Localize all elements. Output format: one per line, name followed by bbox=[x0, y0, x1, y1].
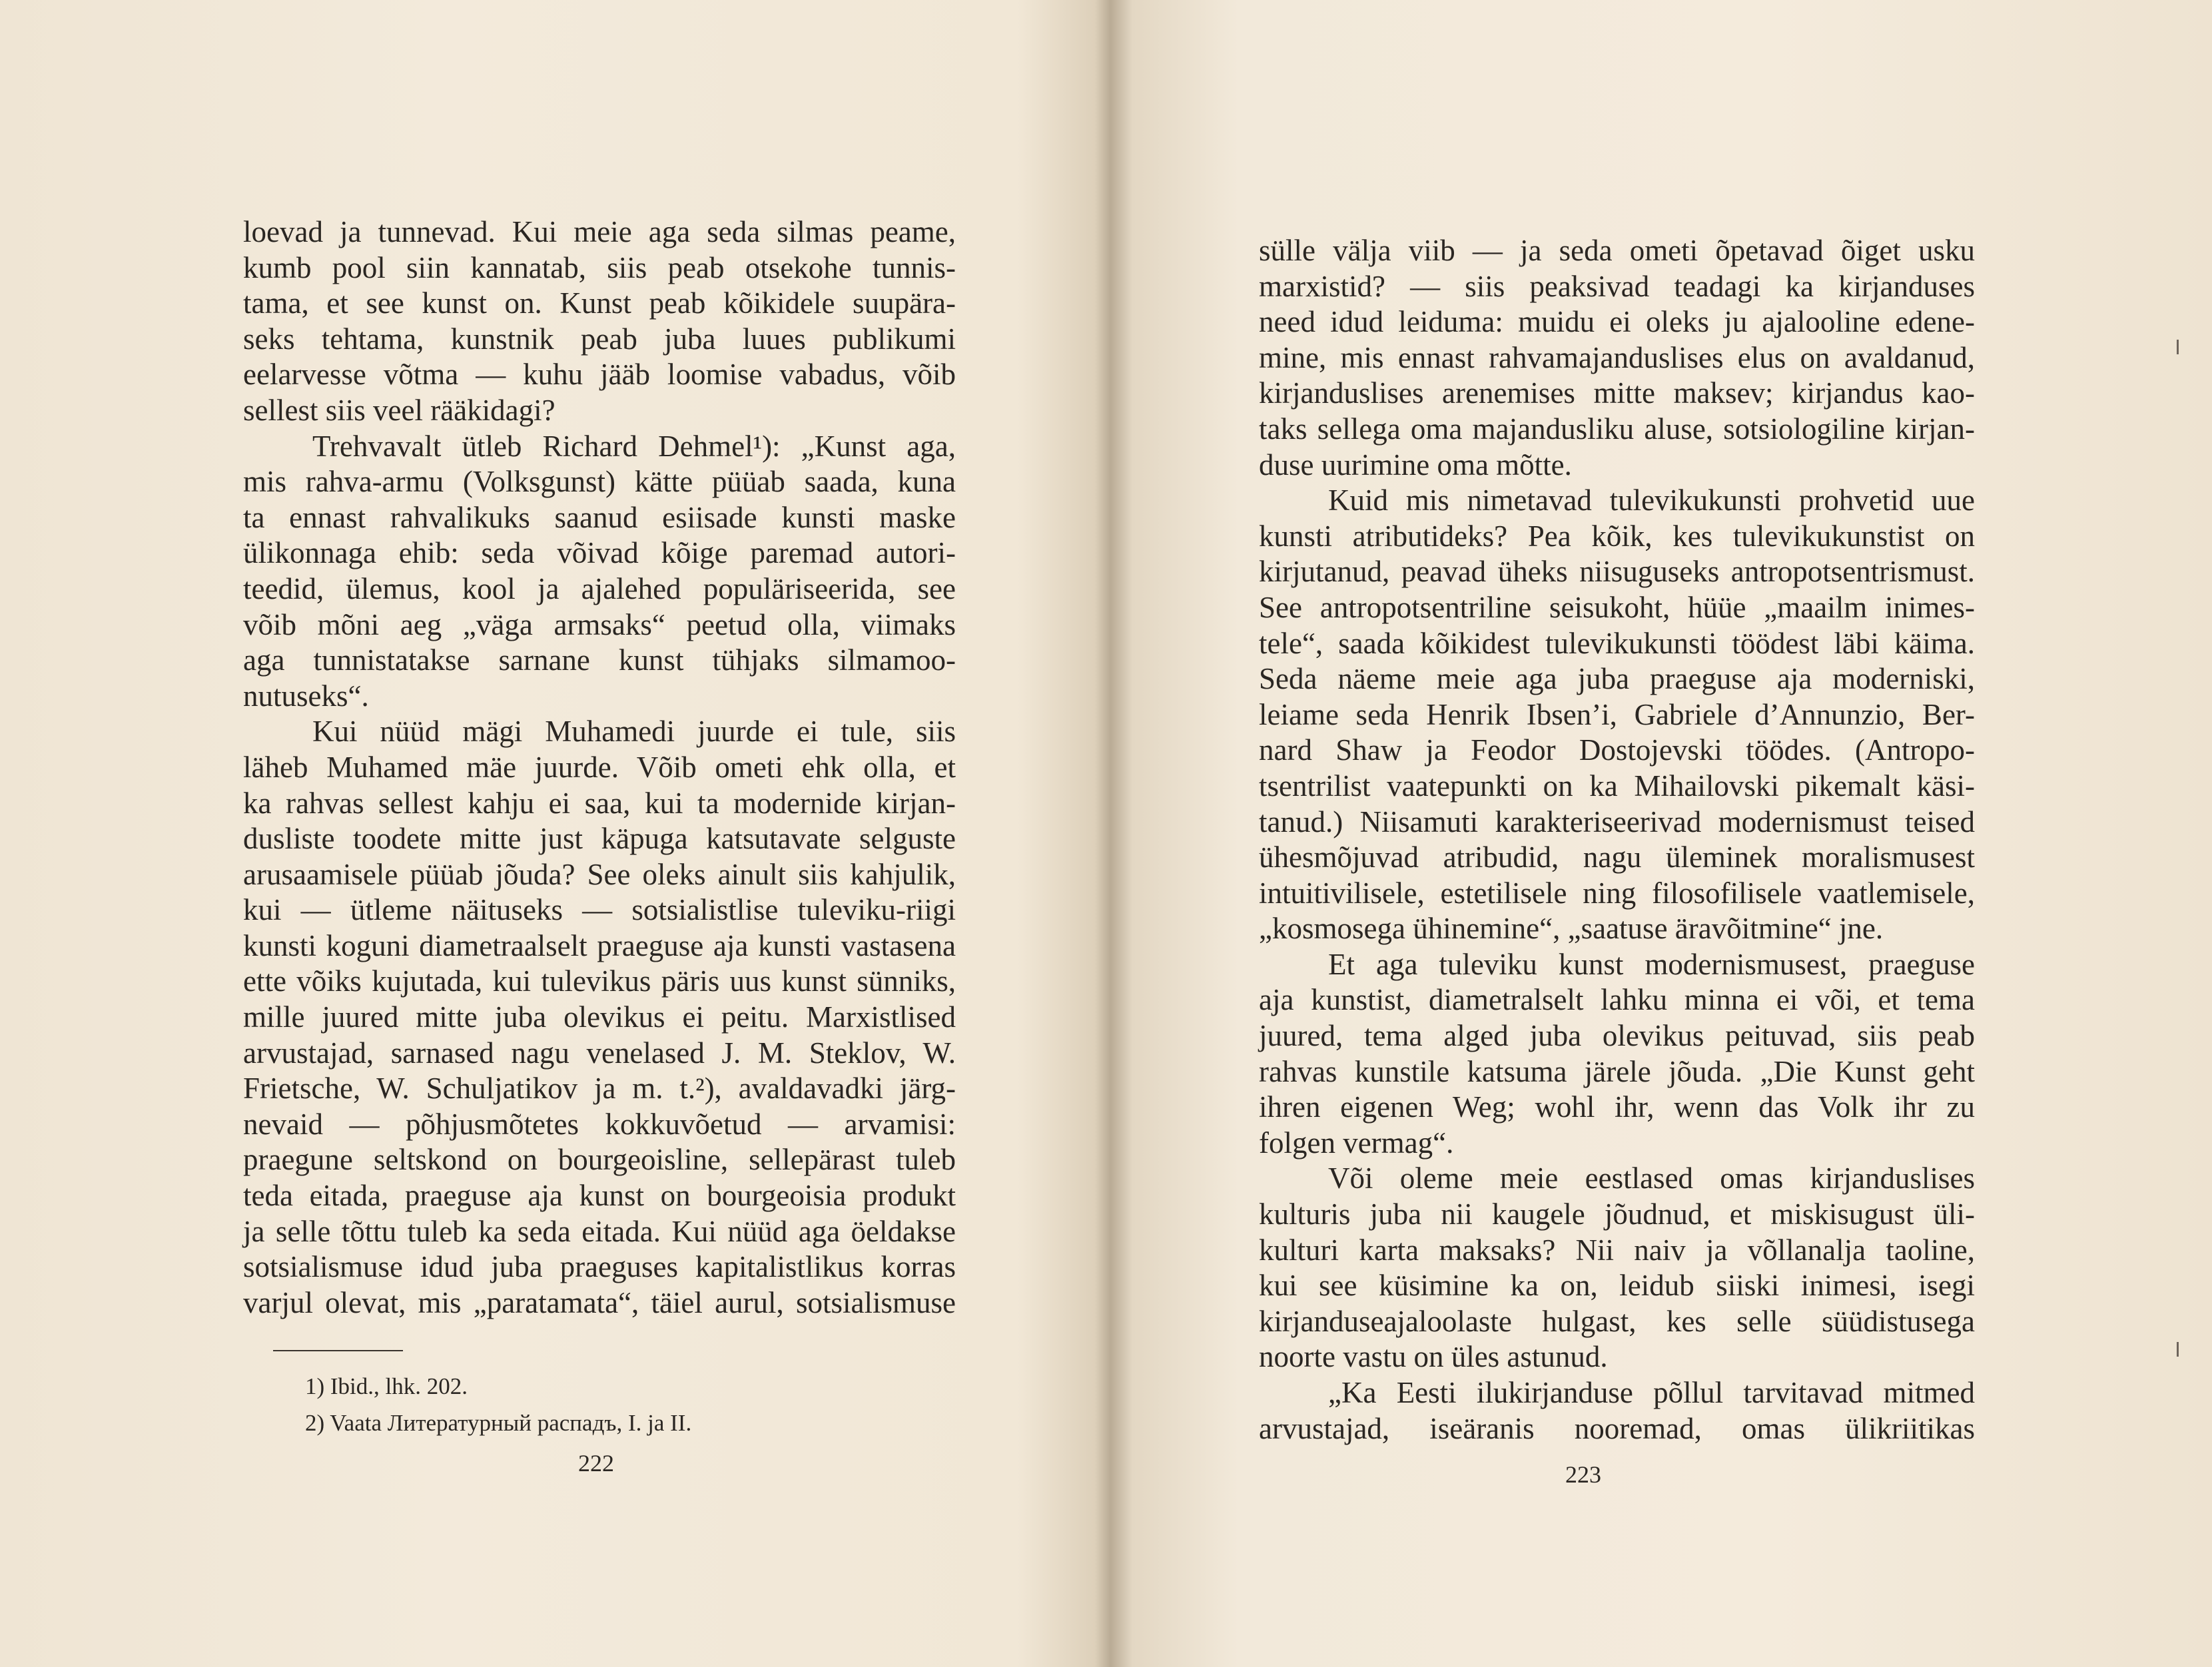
text-line: dusliste toodete mitte just käpuga katsutavate selguste bbox=[243, 822, 956, 856]
text-line: tele“, saada kõikidest tulevikukunsti töödest läbi käima. bbox=[1259, 626, 1975, 660]
text-line: aja kunstist, diametralselt lahku minna ei või, et tema bbox=[1259, 983, 1975, 1017]
text-line: tama, et see kunst on. Kunst peab kõikidele suupära- bbox=[243, 286, 956, 320]
text-line: tsentrilist vaatepunkti on ka Mihailovski pikemalt käsi- bbox=[1259, 769, 1975, 803]
text-line: kui see küsimine ka on, leidub siiski inimesi, isegi bbox=[1259, 1269, 1975, 1303]
text-line: läheb Muhamed mäe juurde. Võib ometi ehk olla, et bbox=[243, 750, 956, 784]
text-line: arusaamisele püüab jõuda? See oleks ainult siis kahjulik, bbox=[243, 857, 956, 891]
text-line: intuitivilisele, estetilisele ning filosofilisele vaatlemisele, bbox=[1259, 876, 1975, 910]
text-line: sülle välja viib — ja seda ometi õpetavad õiget usku bbox=[1259, 234, 1975, 267]
text-line: kulturi karta maksaks? Nii naiv ja võllanalja taoline, bbox=[1259, 1233, 1975, 1267]
right-page-text bbox=[1259, 233, 1975, 1447]
text-line: ette võiks kujutada, kui tulevikus päris uus kunst sünniks, bbox=[243, 964, 956, 998]
text-line: noorte vastu on üles astunud. bbox=[1259, 1340, 1608, 1374]
text-line: kunsti atributideks? Pea kõik, kes tulevikukunstist on bbox=[1259, 519, 1975, 553]
text-line: ihren eigenen Weg; wohl ihr, wenn das Volk ihr zu bbox=[1259, 1090, 1975, 1124]
margin-mark bbox=[2177, 340, 2179, 354]
text-line: taks sellega oma majandusliku aluse, sotsiologiline kirjan- bbox=[1259, 412, 1975, 446]
text-line: Kui nüüd mägi Muhamedi juurde ei tule, siis bbox=[312, 715, 956, 749]
text-line: eelarvesse võtma — kuhu jääb loomise vabadus, võib bbox=[243, 358, 956, 392]
text-line: juured, tema alged juba olevikus peituvad, siis peab bbox=[1259, 1019, 1975, 1053]
text-line: loevad ja tunnevad. Kui meie aga seda silmas peame, bbox=[243, 215, 956, 248]
text-line: kumb pool siin kannatab, siis peab otsekohe tunnis- bbox=[243, 250, 956, 284]
text-line: tanud.) Niisamuti karakteriseerivad modernismust teised bbox=[1259, 805, 1975, 838]
right-page bbox=[1106, 0, 2212, 1667]
text-line: Seda näeme meie aga juba praeguse aja moderniski, bbox=[1259, 662, 1975, 696]
text-line: varjul olevat, mis „paratamata“, täiel aurul, sotsialismuse bbox=[243, 1285, 956, 1319]
footnote-rule bbox=[273, 1350, 403, 1351]
text-line: nutuseks“. bbox=[243, 679, 369, 713]
text-line: mille juured mitte juba olevikus ei peitu. Marxistlised bbox=[243, 1000, 956, 1034]
text-line: Trehvavalt ütleb Richard Dehmel¹): „Kunst aga, bbox=[312, 429, 956, 463]
text-line: ja selle tõttu tuleb ka seda eitada. Kui nüüd aga öeldakse bbox=[243, 1214, 956, 1248]
text-line: need idud leiduma: muidu ei oleks ju ajalooline edene- bbox=[1259, 305, 1975, 339]
text-line: sellest siis veel rääkidagi? bbox=[243, 393, 555, 427]
text-line: mis rahva-armu (Volksgunst) kätte püüab saada, kuna bbox=[243, 465, 956, 499]
text-line: Et aga tuleviku kunst modernismusest, praeguse bbox=[1328, 947, 1975, 981]
text-line: kirjanduseajaloolaste hulgast, kes selle süüdistusega bbox=[1259, 1304, 1975, 1338]
text-line: ka rahvas sellest kahju ei saa, kui ta modernide kirjan- bbox=[243, 786, 956, 820]
text-line: See antropotsentriline seisukoht, hüüe „maailm inimes- bbox=[1259, 590, 1975, 624]
footnote: 1) Ibid., lhk. 202. bbox=[305, 1373, 468, 1399]
text-line: ta ennast rahvalikuks saanud esiisade kunsti maske bbox=[243, 500, 956, 534]
text-line: praegune seltskond on bourgeoisline, sellepärast tuleb bbox=[243, 1143, 956, 1177]
text-line: Kuid mis nimetavad tulevikukunsti prohvetid uue bbox=[1328, 484, 1975, 517]
text-line: teda eitada, praeguse aja kunst on bourgeoisia produkt bbox=[243, 1179, 956, 1213]
text-line: marxistid? — siis peaksivad teadagi ka kirjanduses bbox=[1259, 269, 1975, 303]
text-line: teedid, ülemus, kool ja ajalehed populäriseerida, see bbox=[243, 571, 956, 605]
page-number-right: 223 bbox=[1565, 1461, 1601, 1488]
left-page-text bbox=[243, 214, 956, 1321]
text-line: arvustajad, iseäranis nooremad, omas ülikriitikas bbox=[1259, 1411, 1975, 1445]
text-line: kirjutanud, peavad üheks niisuguseks antropotsentrismust. bbox=[1259, 555, 1975, 589]
text-line: duse uurimine oma mõtte. bbox=[1259, 448, 1572, 482]
text-line: Frietsche, W. Schuljatikov ja m. t.²), avaldavadki järg- bbox=[243, 1072, 956, 1106]
footnote: 2) Vaata Литературный распадъ, I. ja II. bbox=[305, 1410, 692, 1436]
margin-mark bbox=[2177, 1342, 2179, 1357]
text-line: võib mõni aeg „väga armsaks“ peetud olla, viimaks bbox=[243, 607, 956, 641]
text-line: aga tunnistatakse sarnane kunst tühjaks silmamoo- bbox=[243, 643, 956, 677]
text-line: „Ka Eesti ilukirjanduse põllul tarvitavad mitmed bbox=[1328, 1376, 1975, 1409]
page-number-left: 222 bbox=[578, 1450, 614, 1477]
text-line: nard Shaw ja Feodor Dostojevski töödes. (Antropo- bbox=[1259, 733, 1975, 767]
text-line: arvustajad, sarnased nagu venelased J. M. Steklov, W. bbox=[243, 1036, 956, 1070]
text-line: seks tehtama, kunstnik peab juba luues publikumi bbox=[243, 322, 956, 356]
text-line: „kosmosega ühinemine“, „saatuse äravõitmine“ jne. bbox=[1259, 912, 1884, 946]
text-line: kulturis juba nii kaugele jõudnud, et miskisugust üli- bbox=[1259, 1197, 1975, 1231]
text-line: sotsialismuse idud juba praeguses kapitalistlikus korras bbox=[243, 1250, 956, 1284]
text-line: leiame seda Henrik Ibsen’i, Gabriele d’Annunzio, Ber- bbox=[1259, 697, 1975, 731]
footnotes bbox=[305, 1368, 691, 1441]
text-line: ülikonnaga ehib: seda võivad kõige paremad autori- bbox=[243, 536, 956, 570]
text-line: kui — ütleme näituseks — sotsialistlise tuleviku-riigi bbox=[243, 893, 956, 927]
text-line: folgen vermag“. bbox=[1259, 1126, 1454, 1160]
text-line: kirjanduslises arenemises mitte maksev; kirjandus kao- bbox=[1259, 376, 1975, 410]
text-line: rahvas kunstile katsuma järele jõuda. „Die Kunst geht bbox=[1259, 1054, 1975, 1088]
text-line: kunsti koguni diametraalselt praeguse aja kunsti vastasena bbox=[243, 928, 956, 962]
text-line: nevaid — põhjusmõtetes kokkuvõetud — arvamisi: bbox=[243, 1107, 956, 1141]
text-line: Või oleme meie eestlased omas kirjanduslises bbox=[1328, 1162, 1975, 1195]
text-line: ühesmõjuvad atribudid, nagu üleminek moralismusest bbox=[1259, 840, 1975, 874]
text-line: mine, mis ennast rahvamajanduslises elus on avaldanud, bbox=[1259, 340, 1975, 374]
